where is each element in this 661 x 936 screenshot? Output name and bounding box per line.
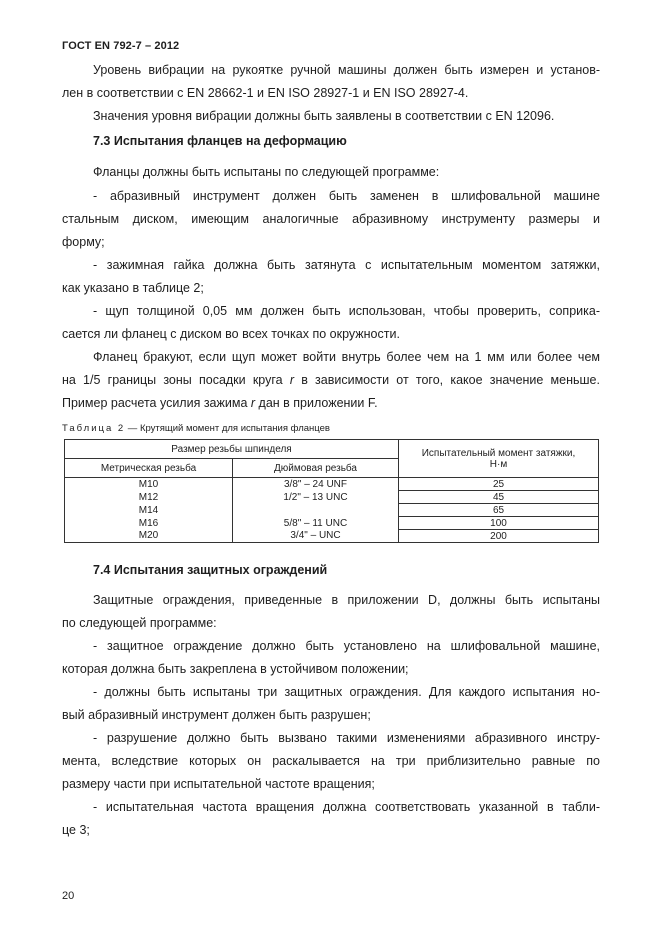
table-row (65, 504, 599, 517)
header-inch-thread: Дюймовая резьба (233, 459, 399, 478)
variable-r: r (289, 373, 294, 387)
cell-torque: 25 (399, 478, 599, 491)
document-header: ГОСТ EN 792-7 – 2012 (62, 40, 180, 52)
table-row (65, 478, 599, 491)
cell-inch (233, 504, 399, 517)
paragraph-line: Фланцы должны быть испытаны по следующей программе: (93, 165, 440, 179)
table-caption: Таблица 2 — Крутящий момент для испытания фланцев (62, 423, 330, 434)
paragraph-line: Фланец бракуют, если щуп может войти внутрь более чем на 1 мм или более чем (93, 350, 600, 364)
list-item-line: - разрушение должно быть вызвано такими изменениями абразивного инстру- (93, 731, 600, 745)
paragraph-line: лен в соответствии с EN 28662-1 и EN ISO 28927-1 и EN ISO 28927-4. (62, 86, 469, 100)
header-metric-thread: Метрическая резьба (65, 459, 233, 478)
cell-metric: M16 (65, 517, 233, 530)
list-item-line: - щуп толщиной 0,05 мм должен быть использован, чтобы проверить, соприка- (93, 304, 600, 318)
list-item-line: размеру части при испытательной частоте вращения; (62, 777, 375, 791)
torque-table (64, 439, 599, 543)
header-spindle-thread-size: Размер резьбы шпинделя (65, 440, 399, 459)
section-heading-7-4: 7.4 Испытания защитных ограждений (93, 563, 328, 577)
header-test-torque: Испытательный момент затяжки, Н·м (399, 440, 599, 478)
cell-inch: 5/8" – 11 UNC (233, 517, 399, 530)
list-item-line: форму; (62, 235, 105, 249)
list-item-line: - абразивный инструмент должен быть заменен в шлифовальной машине (93, 189, 600, 203)
cell-torque: 100 (399, 517, 599, 530)
list-item-line: - зажимная гайка должна быть затянута с испытательным моментом затяжки, (93, 258, 600, 272)
paragraph-line: Уровень вибрации на рукоятке ручной машины должен быть измерен и установ- (93, 63, 600, 77)
cell-torque: 45 (399, 491, 599, 504)
table-caption-text: Крутящий момент для испытания фланцев (139, 423, 330, 434)
cell-inch: 1/2" – 13 UNC (233, 491, 399, 504)
paragraph-line: на 1/5 границы зоны посадки круга r в зависимости от того, какое значение меньше. (62, 373, 600, 387)
list-item-line: которая должна быть закреплена в устойчивом положении; (62, 662, 409, 676)
table-row (65, 491, 599, 504)
cell-metric: M14 (65, 504, 233, 517)
paragraph-line: Пример расчета усилия зажима r дан в приложении F. (62, 396, 378, 410)
list-item-line: - должны быть испытаны три защитных ограждения. Для каждого испытания но- (93, 685, 600, 699)
cell-inch: 3/8" – 24 UNF (233, 478, 399, 491)
list-item-line: вый абразивный инструмент должен быть разрушен; (62, 708, 371, 722)
list-item-line: сается ли фланец с диском во всех точках по окружности. (62, 327, 400, 341)
list-item-line: как указано в таблице 2; (62, 281, 204, 295)
variable-r: r (250, 396, 256, 410)
list-item-line: стальным диском, имеющим аналогичные абразивному инструменту размеры и (62, 212, 600, 226)
paragraph-line: по следующей программе: (62, 616, 217, 630)
table-caption-label: Таблица 2 (62, 423, 126, 434)
paragraph-line: Защитные ограждения, приведенные в приложении D, должны быть испытаны (93, 593, 600, 607)
page-number: 20 (62, 890, 75, 902)
table-row (65, 530, 599, 543)
list-item-line: - испытательная частота вращения должна соответствовать указанной в табли- (93, 800, 600, 814)
list-item-line: мента, вследствие которых он раскалывается на три приблизительно равные по (62, 754, 600, 768)
cell-metric: M10 (65, 478, 233, 491)
cell-inch: 3/4" – UNC (233, 530, 399, 543)
list-item-line: - защитное ограждение должно быть установлено на шлифовальной машине, (93, 639, 600, 653)
paragraph-line: Значения уровня вибрации должны быть заявлены в соответствии с EN 12096. (93, 109, 555, 123)
cell-torque: 200 (399, 530, 599, 543)
cell-torque: 65 (399, 504, 599, 517)
section-heading-7-3: 7.3 Испытания фланцев на деформацию (93, 134, 347, 148)
table-row (65, 517, 599, 530)
cell-metric: M20 (65, 530, 233, 543)
list-item-line: це 3; (62, 823, 90, 837)
cell-metric: M12 (65, 491, 233, 504)
